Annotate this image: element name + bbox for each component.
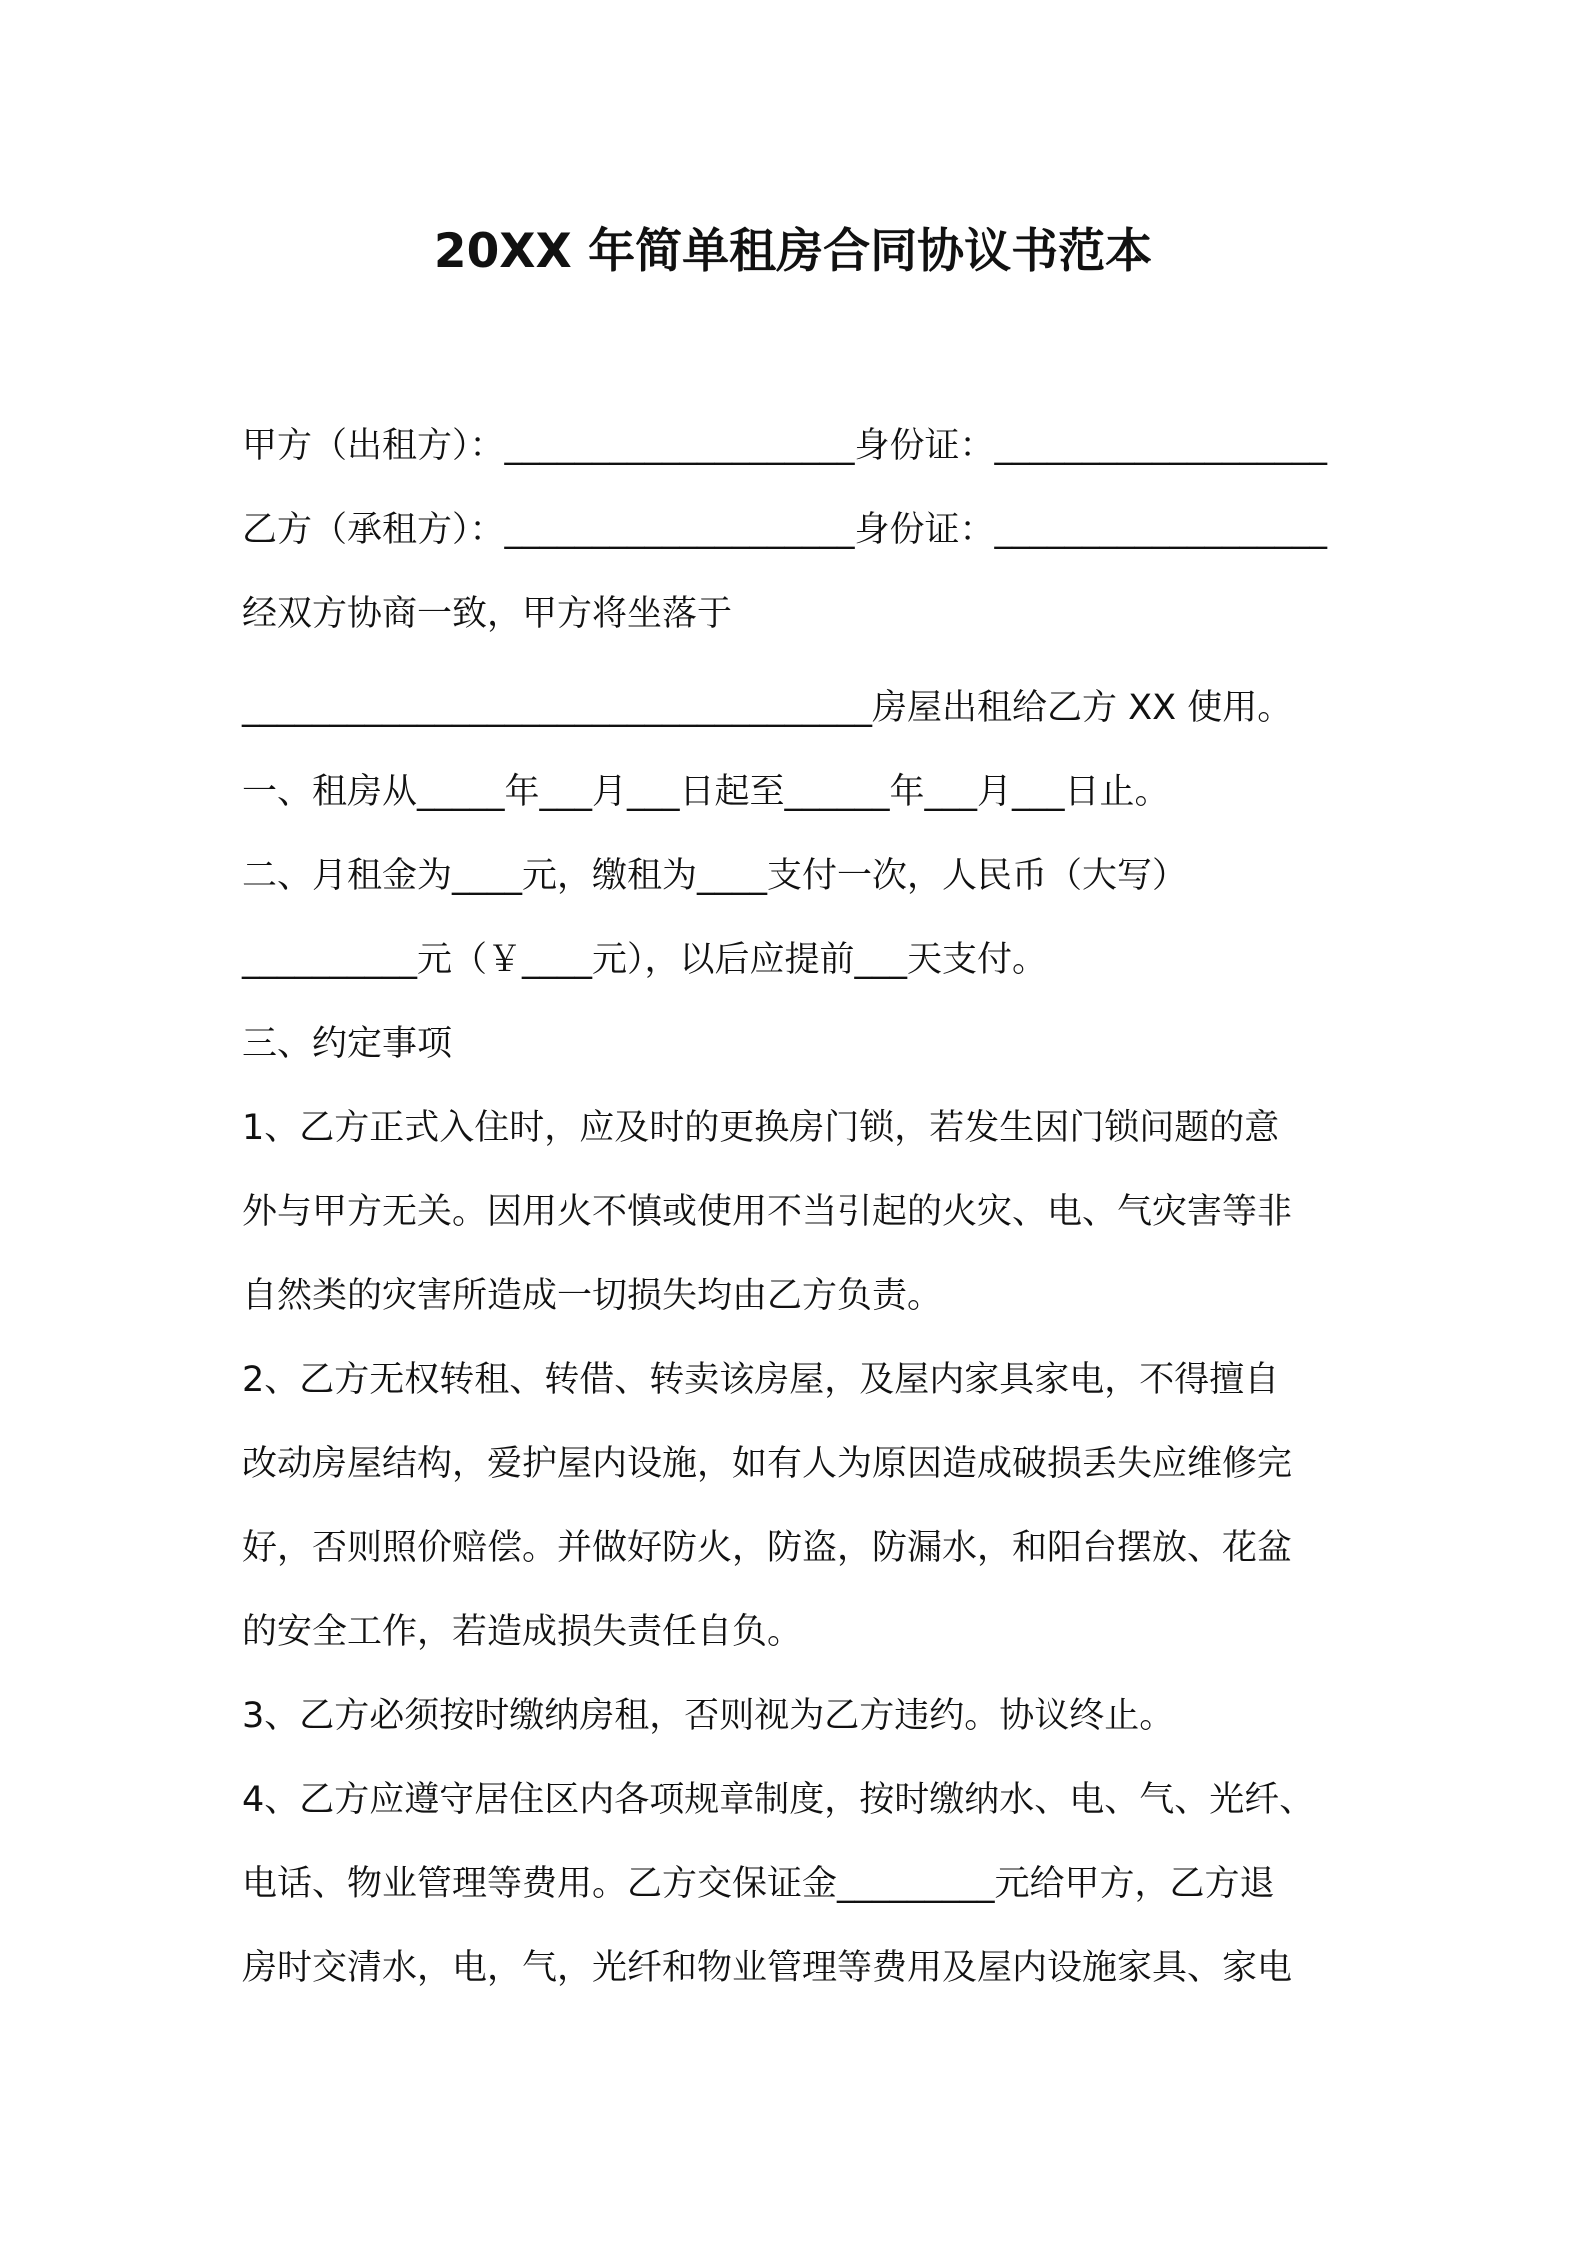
rent-line: 二、月租金为____元，缴租为____支付一次，人民币（大写） xyxy=(242,856,1188,896)
property-address-line: ____________________________________房屋出租给乙方 XX 使用。 xyxy=(242,688,1293,728)
clause-2-line-3: 好，否则照价赔偿。并做好防火，防盗，防漏水，和阳台摆放、花盆 xyxy=(242,1528,1293,1568)
party-a-line: 甲方（出租方）：____________________身份证：___________________ xyxy=(242,426,1328,466)
clause-1-line-2: 外与甲方无关。因用火不慎或使用不当引起的火灾、电、气灾害等非 xyxy=(242,1192,1293,1232)
clause-3-line-1: 3、乙方必须按时缴纳房租，否则视为乙方违约。协议终止。 xyxy=(242,1696,1175,1736)
section-three-heading: 三、约定事项 xyxy=(242,1024,453,1064)
clause-1-line-1: 1、乙方正式入住时，应及时的更换房门锁，若发生因门锁问题的意 xyxy=(242,1108,1280,1148)
clause-4-line-2: 电话、物业管理等费用。乙方交保证金_________元给甲方，乙方退 xyxy=(242,1864,1275,1904)
clause-4-line-1: 4、乙方应遵守居住区内各项规章制度，按时缴纳水、电、气、光纤、 xyxy=(242,1780,1315,1820)
agreement-intro-line: 经双方协商一致，甲方将坐落于 xyxy=(242,594,733,634)
clause-2-line-1: 2、乙方无权转租、转借、转卖该房屋，及屋内家具家电，不得擅自 xyxy=(242,1360,1280,1400)
lease-term-line: 一、租房从_____年___月___日起至______年___月___日止。 xyxy=(242,772,1170,812)
document-body xyxy=(242,404,1372,2010)
clause-4-line-3: 房时交清水，电，气，光纤和物业管理等费用及屋内设施家具、家电 xyxy=(242,1948,1293,1988)
document-title: 20XX 年简单租房合同协议书范本 xyxy=(433,224,1153,279)
rent-amount-line: __________元（￥____元），以后应提前___天支付。 xyxy=(242,940,1048,980)
clause-2-line-4: 的安全工作，若造成损失责任自负。 xyxy=(242,1612,803,1652)
clause-1-line-3: 自然类的灾害所造成一切损失均由乙方负责。 xyxy=(242,1276,943,1316)
party-b-line: 乙方（承租方）：____________________身份证：___________________ xyxy=(242,510,1328,550)
clause-2-line-2: 改动房屋结构，爱护屋内设施，如有人为原因造成破损丢失应维修完 xyxy=(242,1444,1293,1484)
